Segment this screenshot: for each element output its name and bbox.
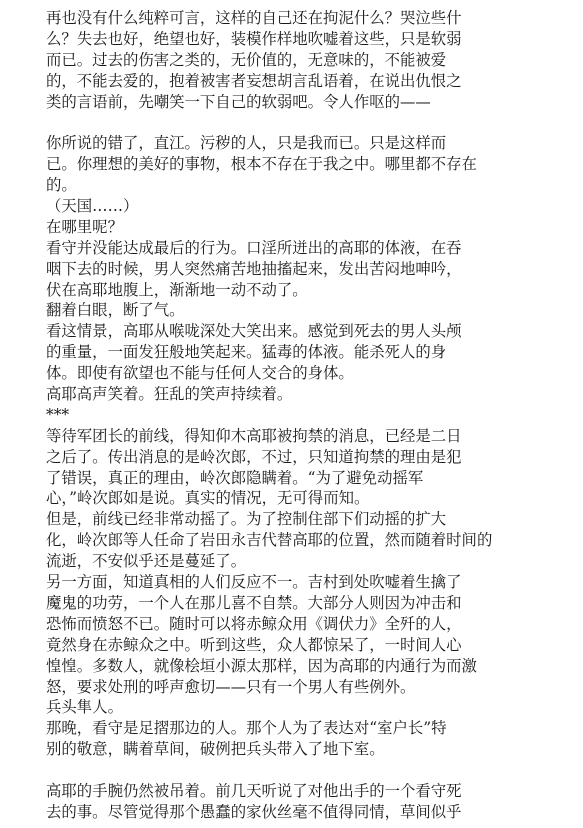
text-line: 看守并没能达成最后的行为。口淫所迸出的高耶的体液，在吞 (46, 238, 462, 257)
text-line: 等待军团长的前线，得知仰木高耶被拘禁的消息，已经是二日 (46, 426, 462, 445)
text-line: 你所说的错了，直江。污秽的人，只是我而已。只是这样而 (46, 134, 447, 153)
text-line: 但是，前线已经非常动摇了。为了控制住部下们动摇的扩大 (46, 510, 447, 529)
text-line: 体。即使有欲望也不能与任何人交合的身体。 (46, 364, 354, 383)
paragraph-gap (46, 112, 546, 133)
text-line: 在哪里呢？ (46, 217, 123, 236)
text-line: 心，”岭次郎如是说。真实的情况，无可得而知。 (46, 489, 370, 508)
text-line: 惶惶。多数人，就像桧垣小源太那样，因为高耶的内通行为而激 (46, 656, 477, 675)
text-line: 的，不能去爱的，抱着被害者妄想胡言乱语着，在说出仇恨之 (46, 71, 462, 90)
text-line: 而已。过去的伤害之类的，无价值的，无意味的，不能被爱 (46, 50, 447, 69)
text-line: 魔鬼的功劳，一个人在那儿喜不自禁。大部分人则因为冲击和 (46, 593, 462, 612)
text-line: 那晚，看守是足摺那边的人。那个人为了表达对“室户长”特 (46, 719, 447, 738)
text-line: 的重量，一面发狂般地笑起来。猛毒的体液。能杀死人的身 (46, 343, 447, 362)
text-line: 已。你理想的美好的事物，根本不存在于我之中。哪里都不存在 (46, 155, 477, 174)
text-line: 流逝，不安似乎还是蔓延了。 (46, 552, 247, 571)
text-line: 高耶的手腕仍然被吊着。前几天听说了对他出手的一个看守死 (46, 781, 462, 800)
text-line: 另一方面，知道真相的人们反应不一。吉村到处吹嘘着生擒了 (46, 573, 462, 592)
text-line: 怒，要求处刑的呼声愈切——只有一个男人有些例外。 (46, 677, 416, 696)
text-line: 之后了。传出消息的是岭次郎，不过，只知道拘禁的理由是犯 (46, 447, 462, 466)
text-line: （天国……） (46, 197, 139, 216)
text-line: 别的敬意，瞒着草间，破例把兵头带入了地下室。 (46, 740, 385, 759)
text-line: 么？失去也好，绝望也好，装模作样地吹嘘着这些，只是软弱 (46, 29, 462, 48)
text-line: 类的言语前，先嘲笑一下自己的软弱吧。令人作呕的—— (46, 92, 431, 111)
document-page (46, 8, 546, 823)
text-line: 去的事。尽管觉得那个愚蠢的家伙丝毫不值得同情，草间似乎 (46, 802, 462, 821)
section-separator: *** (46, 405, 70, 424)
text-line: 看这情景，高耶从喉咙深处大笑出来。感觉到死去的男人头颅 (46, 322, 462, 341)
text-line: 咽下去的时候，男人突然痛苦地抽搐起来，发出苦闷地呻吟， (46, 259, 462, 278)
text-line: 了错误，真正的理由，岭次郎隐瞒着。“为了避免动摇军 (46, 468, 424, 487)
text-line: 高耶高声笑着。狂乱的笑声持续着。 (46, 385, 293, 404)
text-line: 竟然身在赤鲸众之中。听到这些，众人都惊呆了，一时间人心 (46, 635, 462, 654)
text-line: 再也没有什么纯粹可言，这样的自己还在拘泥什么？哭泣些什 (46, 9, 462, 27)
paragraph-gap (46, 760, 546, 781)
text-line: 恐怖而愤怒不已。随时可以将赤鲸众用《调伏力》全歼的人， (46, 614, 462, 633)
text-line: 兵头隼人。 (46, 698, 123, 717)
text-line: 伏在高耶地腹上，渐渐地一动不动了。 (46, 280, 308, 299)
text-line: 的。 (46, 176, 77, 195)
text-line: 化，岭次郎等人任命了岩田永吉代替高耶的位置，然而随着时间的 (46, 531, 493, 550)
text-line: 翻着白眼，断了气。 (46, 301, 185, 320)
